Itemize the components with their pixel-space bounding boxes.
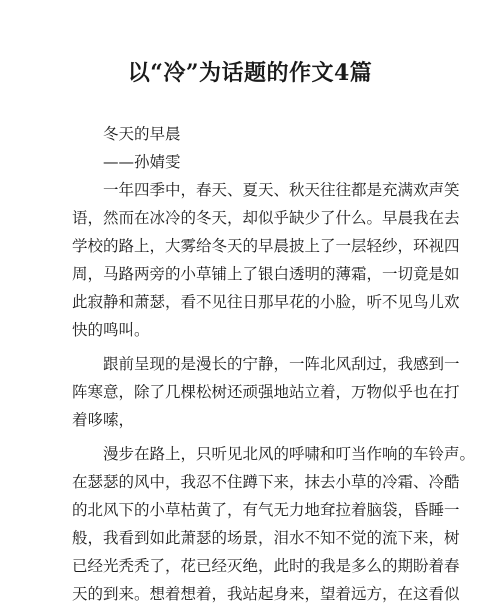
paragraph-line: 天的到来。想着想着，我站起身来，望着远方，在这看似 [72, 585, 460, 603]
paragraph-line: 语，然而在冰冷的冬天，却似乎缺少了什么。早晨我在去 [72, 209, 460, 227]
paragraph-line: 般，我看到如此萧瑟的场景，泪水不知不觉的流下来，树 [72, 529, 460, 547]
document-body [72, 120, 476, 608]
paragraph-line: 在瑟瑟的风中，我忍不住蹲下来，抹去小草的冷霜、冷酷 [72, 473, 460, 491]
essay-author: ——孙婧雯 [103, 153, 181, 171]
paragraph-line: 一年四季中，春天、夏天、秋天往往都是充满欢声笑 [103, 181, 460, 199]
paragraph-line: 周，马路两旁的小草铺上了银白透明的薄霜，一切竟是如 [72, 265, 460, 283]
paragraph-line: 已经光秃秃了，花已经灭绝，此时的我是多么的期盼着春 [72, 557, 460, 575]
paragraph-line: 学校的路上，大雾给冬天的早晨披上了一层轻纱，环视四 [72, 237, 460, 255]
document-title: 以“冷”为话题的作文4篇 [127, 60, 373, 86]
paragraph-line: 漫步在路上，只听见北风的呼啸和叮当作响的车铃声。 [103, 445, 476, 463]
paragraph-line: 此寂静和萧瑟，看不见往日那早花的小脸，听不见鸟儿欢 [72, 293, 460, 311]
paragraph-line: 着哆嗦， [72, 411, 135, 429]
essay-heading: 冬天的早晨 [103, 125, 181, 143]
paragraph-line: 快的鸣叫。 [72, 321, 150, 339]
paragraph-line: 阵寒意，除了几棵松树还顽强地站立着，万物似乎也在打 [72, 383, 460, 401]
paragraph-line: 的北风下的小草枯黄了，有气无力地耷拉着脑袋，昏睡一 [72, 501, 460, 519]
paragraph-line: 跟前呈现的是漫长的宁静，一阵北风刮过，我感到一 [103, 355, 460, 373]
